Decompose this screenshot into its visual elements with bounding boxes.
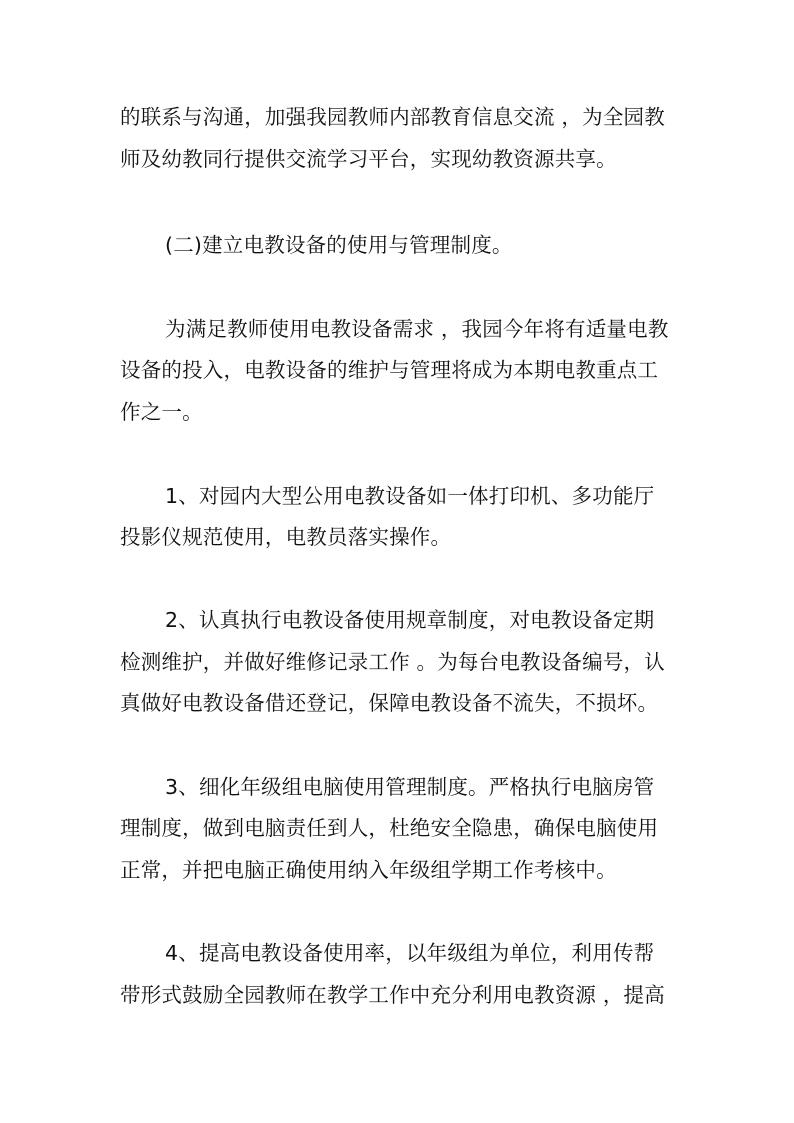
paragraph-line: 作之一。 <box>120 400 203 424</box>
list-item-line: 真做好电教设备借还登记，保障电教设备不流失，不损坏。 <box>120 691 659 715</box>
list-item-line: 2、认真执行电教设备使用规章制度，对电教设备定期 <box>165 608 655 632</box>
paragraph-line: 设备的投入，电教设备的维护与管理将成为本期电教重点工 <box>120 358 659 382</box>
list-item-line: 1、对园内大型公用电教设备如一体打印机、多功能厅 <box>165 484 655 508</box>
list-item-line: 4、提高电教设备使用率，以年级组为单位，利用传帮 <box>165 941 655 965</box>
list-item-line: 正常，并把电脑正确使用纳入年级组学期工作考核中。 <box>120 858 617 882</box>
list-item-line: 3、细化年级组电脑使用管理制度。严格执行电脑房管 <box>165 775 655 799</box>
list-item-line: 检测维护，并做好维修记录工作 。为每台电教设备编号，认 <box>120 650 665 674</box>
paragraph-line: 为满足教师使用电教设备需求 ，我园今年将有适量电教 <box>165 317 669 341</box>
paragraph-line: 的联系与沟通，加强我园教师内部教育信息交流 ，为全园教 <box>120 105 665 129</box>
paragraph-line: 师及幼教同行提供交流学习平台，实现幼教资源共享。 <box>120 147 617 171</box>
list-item-line: 理制度，做到电脑责任到人，杜绝安全隐患，确保电脑使用 <box>120 816 659 840</box>
section-heading: (二)建立电教设备的使用与管理制度。 <box>165 233 513 257</box>
list-item-line: 投影仪规范使用，电教员落实操作。 <box>120 525 452 549</box>
list-item-line: 带形式鼓励全园教师在教学工作中充分利用电教资源 ，提高 <box>120 983 665 1007</box>
